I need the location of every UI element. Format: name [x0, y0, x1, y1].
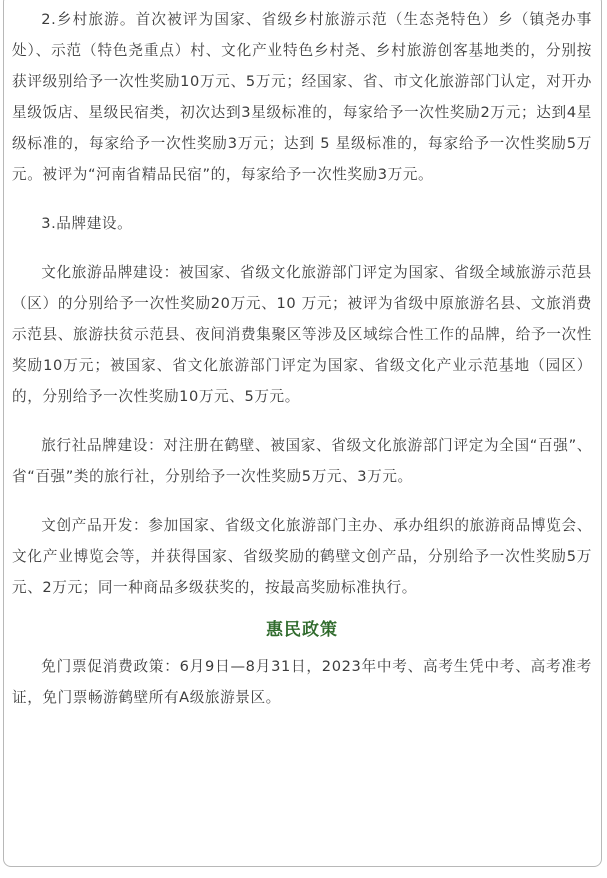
article-body: [12, 4, 592, 713]
paragraph-rural-tourism: 2.乡村旅游。首次被评为国家、省级乡村旅游示范（生态尧特色）乡（镇尧办事处）、示范（特色尧重点）村、文化产业特色乡村尧、乡村旅游创客基地类的，分别按获评级别给予一次性奖励10万元、5万元；经国家、省、市文化旅游部门认定，对开办星级饭店、星级民宿类，初次达到3星级标准的，每家给予一次性奖励2万元；达到4星级标准的，每家给予一次性奖励3万元；达到 5 星级标准的，每家给予一次性奖励5万元。被评为“河南省精品民宿”的，每家给予一次性奖励3万元。: [12, 11, 592, 183]
paragraph-ticket-policy: 免门票促消费政策：6月9日—8月31日，2023年中考、高考生凭中考、高考准考证，免门票畅游鹤壁所有A级旅游景区。: [12, 658, 592, 706]
paragraph-creative-products: 文创产品开发：参加国家、省级文化旅游部门主办、承办组织的旅游商品博览会、文化产业博览会等，并获得国家、省级奖励的鹤壁文创产品，分别给予一次性奖励5万元、2万元；同一种商品多级获奖的，按最高奖励标准执行。: [12, 517, 592, 596]
section-heading-text: 惠民政策: [266, 620, 338, 640]
paragraph-brand-title: 3.品牌建设。: [41, 215, 133, 232]
section-heading: [262, 615, 342, 645]
section-heading-wrapper: [12, 615, 592, 651]
paragraph-travel-agency: 旅行社品牌建设：对注册在鹤壁、被国家、省级文化旅游部门评定为全国“百强”、省“百强”类的旅行社，分别给予一次性奖励5万元、3万元。: [12, 437, 592, 485]
paragraph-culture-brand: 文化旅游品牌建设：被国家、省级文化旅游部门评定为国家、省级全域旅游示范县（区）的分别给予一次性奖励20万元、10 万元；被评为省级中原旅游名县、文旅消费示范县、旅游扶贫示范县、夜间消费集聚区等涉及区域综合性工作的品牌，给予一次性奖励10万元；被国家、省文化旅游部门评定为国家、省级文化产业示范基地（园区）的，分别给予一次性奖励10万元、5万元。: [12, 264, 592, 405]
